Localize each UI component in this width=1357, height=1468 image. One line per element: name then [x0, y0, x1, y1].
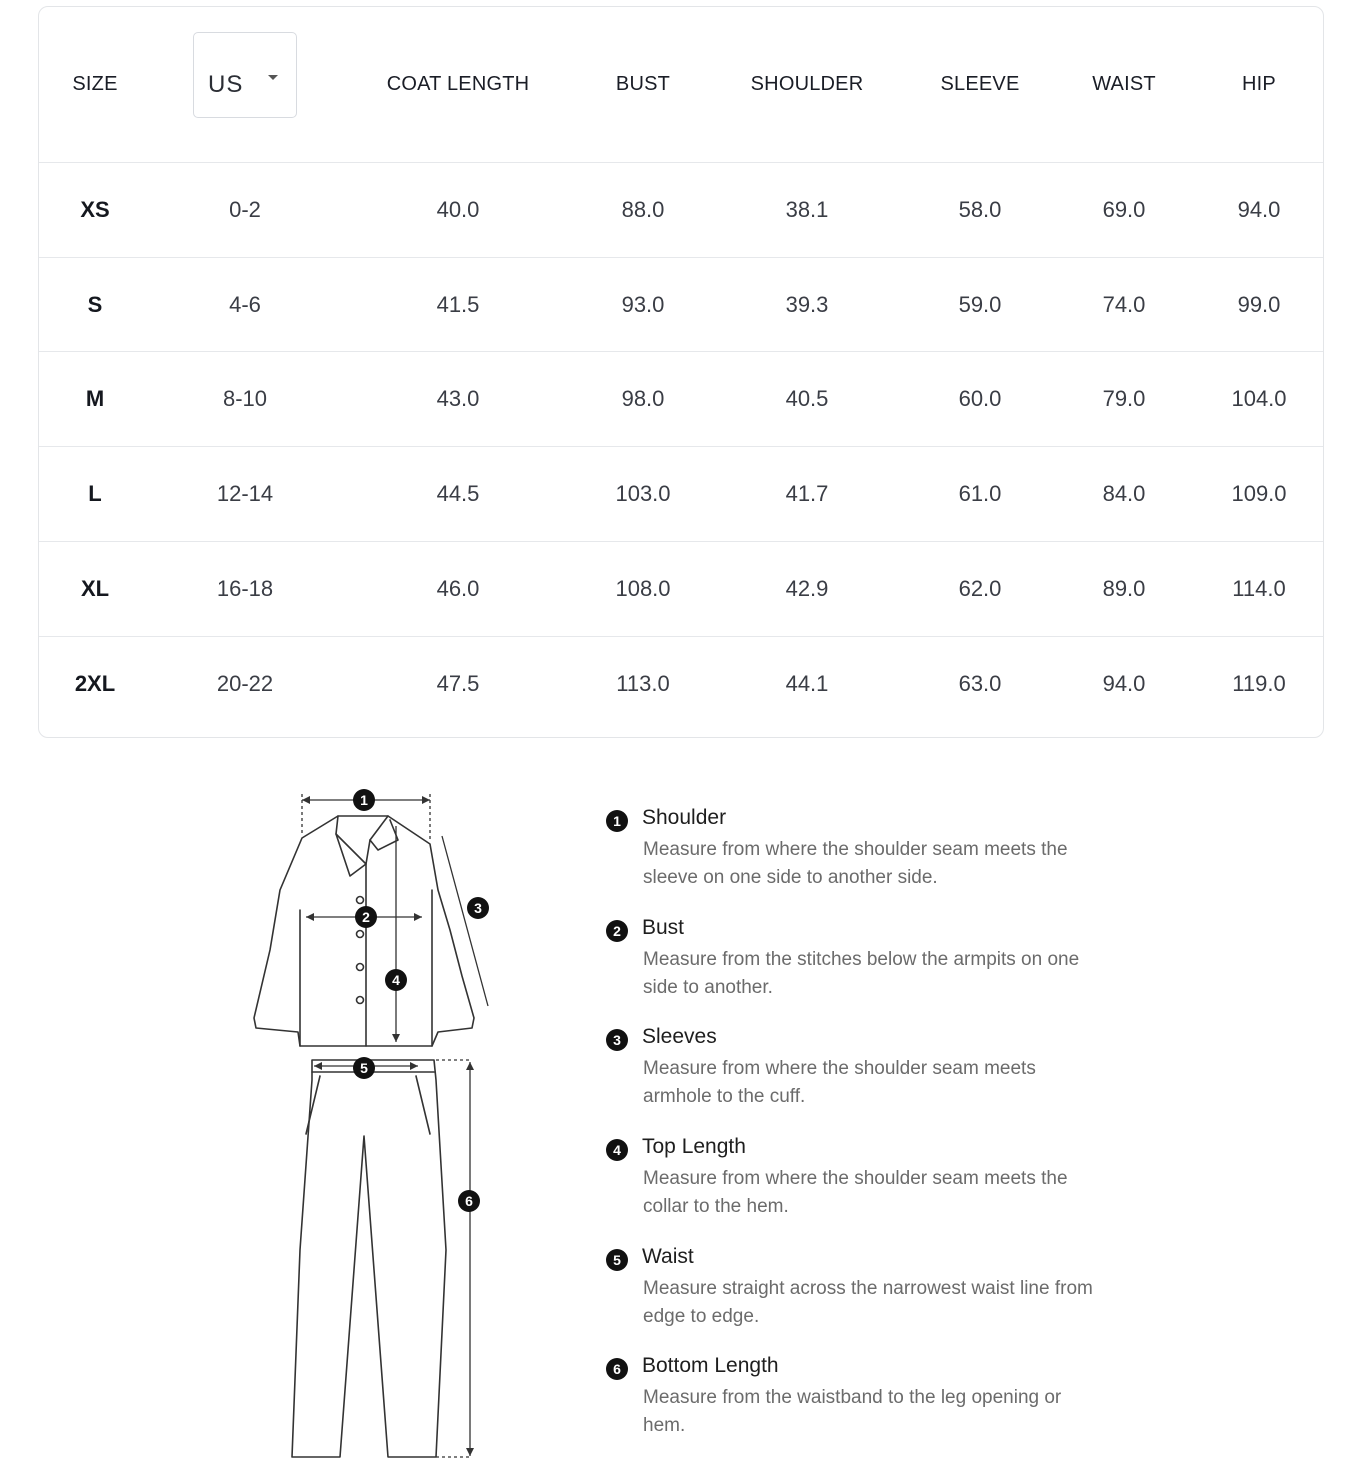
marker-6 — [458, 1190, 480, 1212]
garment-measurement-diagram — [240, 780, 520, 1463]
us-size-cell: 0-2 — [229, 196, 261, 222]
size-cell: 2XL — [74, 670, 116, 696]
hip-cell: 119.0 — [1232, 670, 1286, 696]
header-size: SIZE — [72, 73, 118, 95]
marker-5-label: 5 — [360, 1060, 368, 1076]
us-size-cell: 20-22 — [216, 670, 274, 696]
shoulder-cell: 41.7 — [785, 480, 829, 506]
header-waist: WAIST — [1092, 73, 1156, 95]
coat-length-cell: 40.0 — [436, 196, 480, 222]
number-badge-icon: 2 — [606, 920, 628, 942]
legend-item-title: Sleeves — [642, 1025, 717, 1048]
table-row — [39, 636, 1323, 730]
number-badge-icon: 1 — [606, 810, 628, 832]
sleeve-cell: 59.0 — [958, 291, 1002, 317]
legend-item-title: Bust — [642, 916, 685, 939]
legend-item-description: Measure from the stitches below the armpits on one side to another. — [643, 949, 1080, 998]
waist-cell: 79.0 — [1102, 385, 1146, 411]
coat-length-cell: 46.0 — [436, 575, 480, 601]
caret-down-icon — [268, 75, 278, 80]
size-cell: S — [87, 291, 103, 317]
legend-item-description: Measure from the waistband to the leg opening or hem. — [643, 1387, 1062, 1436]
marker-1-label: 1 — [360, 792, 368, 808]
hip-cell: 104.0 — [1231, 385, 1287, 411]
shoulder-cell: 42.9 — [785, 575, 829, 601]
table-row — [39, 162, 1323, 256]
legend-item-title: Shoulder — [642, 806, 727, 829]
us-size-cell: 12-14 — [216, 480, 274, 506]
header-sleeve: SLEEVE — [940, 73, 1020, 95]
marker-3 — [467, 897, 489, 919]
legend-item-title: Top Length — [642, 1135, 746, 1158]
hip-cell: 99.0 — [1237, 291, 1281, 317]
coat-length-cell: 47.5 — [436, 670, 480, 696]
bust-cell: 113.0 — [616, 670, 670, 696]
region-select-value: US — [208, 71, 244, 98]
sleeve-cell: 63.0 — [958, 670, 1002, 696]
bust-cell: 103.0 — [615, 480, 671, 506]
bust-cell: 88.0 — [621, 196, 665, 222]
header-coat-length: COAT LENGTH — [386, 73, 530, 95]
waist-cell: 84.0 — [1102, 480, 1146, 506]
legend-item-title: Waist — [642, 1245, 694, 1268]
shoulder-cell: 38.1 — [785, 196, 829, 222]
region-select[interactable] — [193, 32, 297, 118]
legend-item-description: Measure from where the shoulder seam meets the sleeve on one side to another side. — [643, 839, 1068, 888]
marker-4-label: 4 — [392, 972, 400, 988]
hip-cell: 114.0 — [1232, 575, 1286, 601]
table-row — [39, 257, 1323, 351]
number-badge-icon: 6 — [606, 1358, 628, 1380]
header-bust: BUST — [615, 73, 671, 95]
legend-item-description: Measure from where the shoulder seam meets armhole to the cuff. — [643, 1058, 1036, 1107]
marker-4 — [385, 969, 407, 991]
waist-cell: 89.0 — [1102, 575, 1146, 601]
sleeve-cell: 61.0 — [958, 480, 1002, 506]
table-row — [39, 446, 1323, 540]
size-cell: M — [85, 385, 105, 411]
header-hip: HIP — [1242, 73, 1276, 95]
marker-5 — [353, 1057, 375, 1079]
marker-2 — [355, 906, 377, 928]
coat-length-cell: 41.5 — [436, 291, 480, 317]
legend-item-description: Measure from where the shoulder seam meets the collar to the hem. — [643, 1168, 1068, 1217]
bust-cell: 93.0 — [621, 291, 665, 317]
waist-cell: 74.0 — [1102, 291, 1146, 317]
table-row — [39, 541, 1323, 635]
shoulder-cell: 40.5 — [785, 385, 829, 411]
coat-length-cell: 43.0 — [436, 385, 480, 411]
us-size-cell: 16-18 — [216, 575, 274, 601]
sleeve-cell: 62.0 — [958, 575, 1002, 601]
bust-cell: 108.0 — [615, 575, 671, 601]
coat-length-cell: 44.5 — [436, 480, 480, 506]
table-header-row — [39, 7, 1323, 162]
marker-1 — [353, 789, 375, 811]
bust-cell: 98.0 — [621, 385, 665, 411]
waist-cell: 94.0 — [1102, 670, 1146, 696]
sleeve-cell: 58.0 — [958, 196, 1002, 222]
number-badge-icon: 5 — [606, 1249, 628, 1271]
us-size-cell: 8-10 — [222, 385, 268, 411]
size-cell: XS — [80, 196, 110, 222]
marker-2-label: 2 — [362, 909, 370, 925]
table-row — [39, 351, 1323, 445]
marker-6-label: 6 — [465, 1193, 473, 1209]
size-cell: XL — [80, 575, 110, 601]
us-size-cell: 4-6 — [229, 291, 261, 317]
legend-item-description: Measure straight across the narrowest waist line from edge to edge. — [643, 1278, 1093, 1327]
shoulder-cell: 39.3 — [785, 291, 829, 317]
number-badge-icon: 4 — [606, 1139, 628, 1161]
marker-3-label: 3 — [474, 900, 482, 916]
shoulder-cell: 44.1 — [785, 670, 829, 696]
sleeve-cell: 60.0 — [958, 385, 1002, 411]
header-shoulder: SHOULDER — [750, 73, 864, 95]
legend-item-title: Bottom Length — [642, 1354, 779, 1377]
hip-cell: 109.0 — [1231, 480, 1287, 506]
number-badge-icon: 3 — [606, 1029, 628, 1051]
pajama-set-illustration — [240, 780, 520, 1463]
waist-cell: 69.0 — [1102, 196, 1146, 222]
size-cell: L — [88, 480, 102, 506]
size-chart-table — [38, 6, 1324, 738]
hip-cell: 94.0 — [1237, 196, 1281, 222]
